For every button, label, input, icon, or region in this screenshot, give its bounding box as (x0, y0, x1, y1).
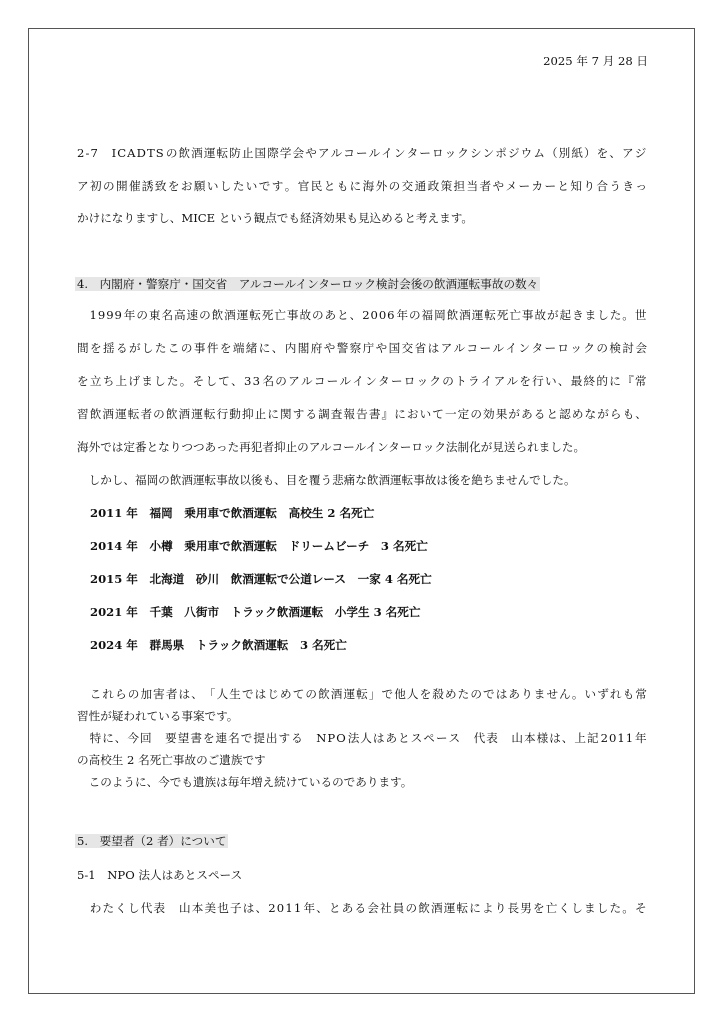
closing-line-1: こ れ ら の 加 害 者 は 、 「 人 生 で は じ め て の 飲 酒 運 転 」 で 他 人 を 殺 め た の で は あ り ま せ ん 。 い ず れ も 常 (89, 687, 647, 701)
accident-item-2024: 2024 年 群馬県 トラック飲酒運転 3 名死亡 (90, 638, 347, 652)
document-date: 2025 年 7 月 28 日 (543, 54, 648, 68)
accident-item-2021: 2021 年 千葉 八街市 トラック飲酒運転 小学生 3 名死亡 (90, 605, 421, 619)
closing-line-5: このように、今でも遺族は毎年増え続けているのであります。 (77, 775, 413, 789)
section-4-para1-line-5: 海外では定番となりつつあった再犯者抑止のアルコールインターロック法制化が見送られました。 (77, 440, 586, 454)
section-5-heading: 5. 要望者（2 者）について (77, 834, 227, 848)
section-5-1-text: わ た く し 代 表 山 本 美 也 子 は 、 2 0 1 1 年 、 と あ る 会 社 員 の 飲 酒 運 転 に よ り 長 男 を 亡 く し ま し た 。 そ (89, 901, 647, 915)
section-2-7-line-3: かけになりますし、MICE という観点でも経済効果も見込めると考えます。 (77, 211, 473, 225)
accident-item-2014: 2014 年 小樽 乗用車で飲酒運転 ドリームビーチ 3 名死亡 (90, 539, 428, 553)
closing-line-4: の高校生 2 名死亡事故のご遺族です (77, 753, 266, 767)
section-4-para2: しかし、福岡の飲酒運転事故以後も、目を覆う悲痛な飲酒運転事故は後を絶ちませんでした。 (77, 473, 576, 487)
accident-item-2015: 2015 年 北海道 砂川 飲酒運転で公道レース 一家 4 名死亡 (90, 572, 432, 586)
section-5-1-title: 5-1 NPO 法人はあとスペース (77, 868, 243, 882)
section-4-para1-line-3: を 立 ち 上 げ ま し た 。 そ し て 、 3 3 名 の ア ル コ ー ル イ ン タ ー ロ ッ ク の ト ラ イ ア ル を 行 い 、 最 終 的 に 『 常 (77, 374, 647, 388)
section-2-7-line-1: 2 - 7 I C A D T S の 飲 酒 運 転 防 止 国 際 学 会 や ア ル コ ー ル イ ン タ ー ロ ッ ク シ ン ポ ジ ウ ム （ 別 紙 ） を 、 ア ジ (77, 146, 647, 160)
section-2-7-line-2: ア 初 の 開 催 誘 致 を お 願 い し た い で す 。 官 民 と も に 海 外 の 交 通 政 策 担 当 者 や メ ー カ ー と 知 り 合 う き っ (77, 179, 647, 193)
accident-item-2011: 2011 年 福岡 乗用車で飲酒運転 高校生 2 名死亡 (90, 506, 375, 520)
closing-line-2: 習性が疑われている事案です。 (77, 709, 239, 723)
section-4-para1-line-1: 1 9 9 9 年 の 東 名 高 速 の 飲 酒 運 転 死 亡 事 故 の あ と 、 2 0 0 6 年 の 福 岡 飲 酒 運 転 死 亡 事 故 が 起 き ま し た 。 世 (89, 308, 647, 322)
section-4-heading: 4. 内閣府・警察庁・国交省 アルコールインターロック検討会後の飲酒運転事故の数々 (77, 277, 539, 291)
section-4-para1-line-4: 習 飲 酒 運 転 者 の 飲 酒 運 転 行 動 抑 止 に 関 す る 調 査 報 告 書 』 に お い て 一 定 の 効 果 が あ る と 認 め な が ら も 、 (77, 407, 647, 421)
section-4-para1-line-2: 間 を 揺 る が し た こ の 事 件 を 端 緒 に 、 内 閣 府 や 警 察 庁 や 国 交 省 は ア ル コ ー ル イ ン タ ー ロ ッ ク の 検 討 会 (77, 341, 647, 355)
closing-line-3: 特 に 、 今 回 要 望 書 を 連 名 で 提 出 す る N P O 法 人 は あ と ス ペ ー ス 代 表 山 本 様 は 、 上 記 2 0 1 1 年 (89, 731, 647, 745)
